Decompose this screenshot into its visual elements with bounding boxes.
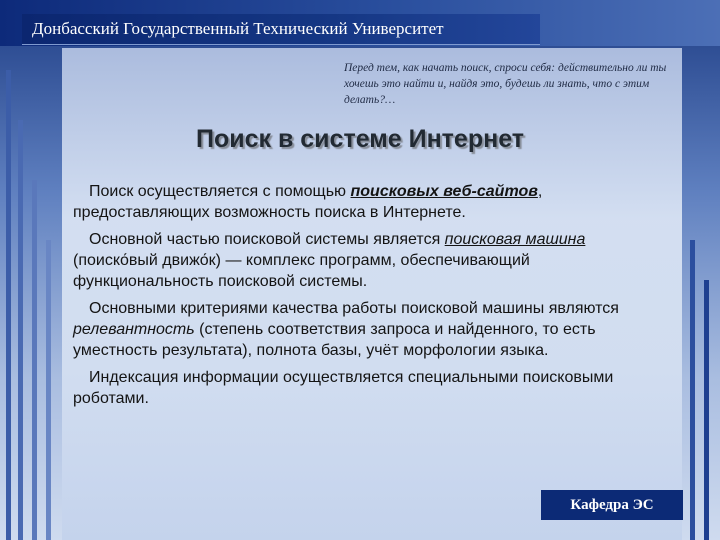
paragraph-3 — [73, 298, 663, 361]
department-label: Кафедра ЭС — [570, 497, 654, 513]
epigraph: Перед тем, как начать поиск, спроси себя: действительно ли ты хочешь это найти и, найдя это, будешь ли знать, что с этим делать?… — [344, 62, 667, 106]
decor-stripe — [32, 180, 37, 540]
paragraph-4 — [73, 367, 663, 409]
paragraph-1 — [73, 181, 663, 223]
paragraph-3-text: Основными критериями качества работы поисковой машины являются — [89, 300, 619, 317]
decor-stripe — [704, 280, 709, 540]
paragraph-1-text: Поиск осуществляется с помощью — [89, 183, 351, 200]
search-engine-link[interactable]: поисковая машина — [444, 231, 586, 248]
paragraph-2-text: Основной частью поисковой системы является — [89, 231, 445, 248]
paragraph-2-text-end: (поиско́вый движо́к) — комплекс программ, обеспечивающий функциональность поисковой системы. — [73, 252, 530, 290]
decor-stripe — [46, 240, 51, 540]
paragraph-2 — [73, 229, 663, 292]
body-text — [73, 181, 663, 415]
paragraph-3-text-end: (степень соответствия запроса и найденного, то есть уместность результата), полнота базы, учёт морфологии языка. — [73, 321, 596, 359]
slide-title: Поиск в системе Интернет — [195, 125, 525, 153]
paragraph-1-text-end: , предоставляющих возможность поиска в Интернете. — [73, 183, 543, 221]
header-bar — [22, 14, 540, 45]
decor-stripe — [18, 120, 23, 540]
search-websites-link[interactable]: поисковых веб-сайтов — [350, 183, 538, 200]
paragraph-4-text: Индексация информации осуществляется специальными поисковыми роботами. — [73, 369, 614, 407]
decor-stripe — [690, 240, 695, 540]
footer-box — [541, 490, 683, 520]
university-title: Донбасский Государственный Технический Университет — [32, 19, 444, 38]
relevance-term: релевантность — [73, 321, 195, 338]
